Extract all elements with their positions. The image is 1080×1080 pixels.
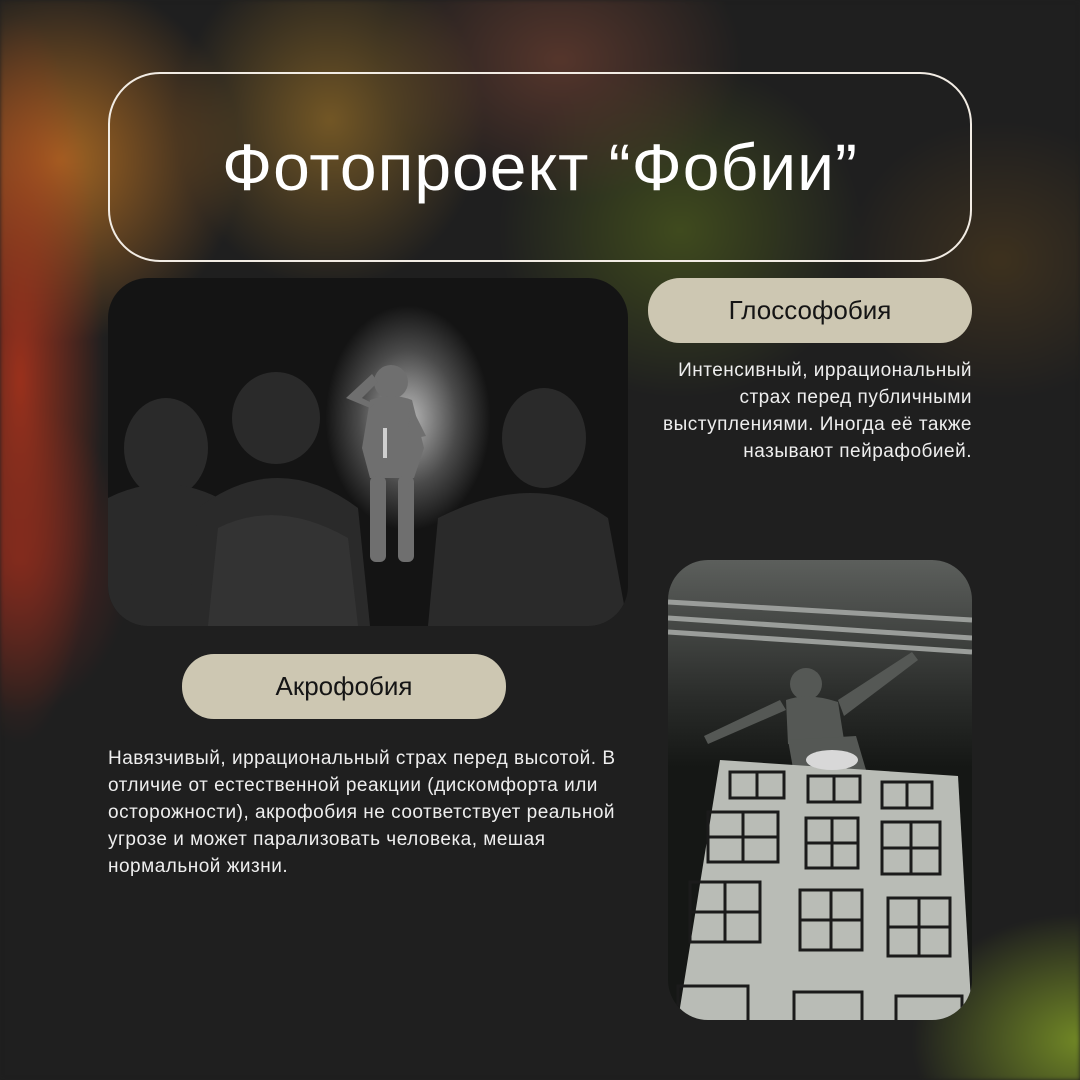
glossophobia-photo <box>108 278 628 626</box>
glossophobia-description: Интенсивный, иррациональный страх перед публичными выступлениями. Иногда её также называют пейрафобией. <box>662 360 972 462</box>
acrophobia-photo-illustration <box>668 560 972 1020</box>
title-frame <box>108 72 972 262</box>
page-title: Фотопроект “Фобии” <box>221 130 859 204</box>
acrophobia-label-pill <box>182 654 506 719</box>
acrophobia-label: Акрофобия <box>275 671 413 701</box>
glossophobia-label-pill <box>648 278 972 343</box>
glossophobia-photo-illustration <box>108 278 628 626</box>
glossophobia-label: Глоссофобия <box>728 295 892 325</box>
acrophobia-photo <box>668 560 972 1020</box>
acrophobia-description: Навязчивый, иррациональный страх перед высотой. В отличие от естественной реакции (дискомфорта или осторожности), акрофобия не соответствует реальной угрозе и может парализовать человека, мешая нормальной жизни. <box>108 748 616 877</box>
